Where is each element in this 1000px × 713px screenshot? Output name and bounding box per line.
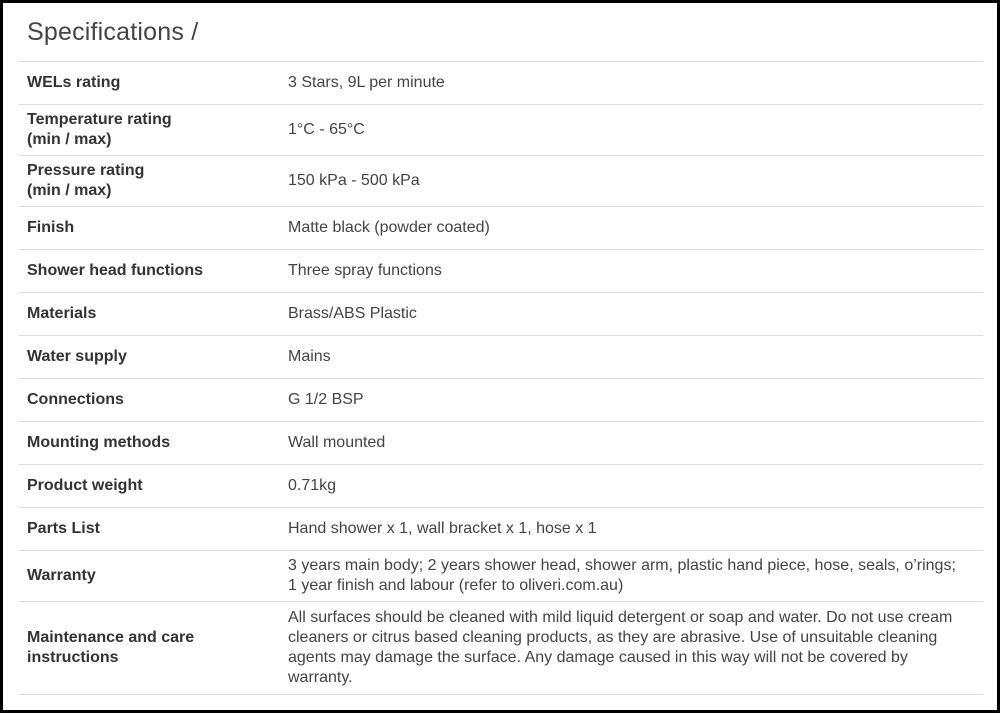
row-value: 3 Stars, 9L per minute [288,74,445,91]
row-value: Hand shower x 1, wall bracket x 1, hose x 1 [288,520,597,537]
table-row [19,250,983,293]
row-label: Finish [27,219,75,236]
row-value: Matte black (powder coated) [288,219,490,236]
table-row [19,379,983,422]
row-label: Mounting methods [27,434,171,451]
table-row [19,602,983,695]
table-row [19,508,983,551]
table-row [19,422,983,465]
row-label: Water supply [27,348,127,365]
specifications-table [19,61,983,695]
table-row [19,336,983,379]
row-value: 1°C - 65°C [288,121,365,138]
row-label: Connections [27,391,124,408]
table-row [19,62,983,105]
row-value: Three spray functions [288,262,442,279]
table-row [19,156,983,207]
row-label: Parts List [27,520,100,537]
row-value: 150 kPa - 500 kPa [288,172,420,189]
row-label: Product weight [27,477,143,494]
row-label: Maintenance and care instructions [27,629,195,666]
table-row [19,465,983,508]
row-label: WELs rating [27,74,121,91]
row-value: 0.71kg [288,477,337,494]
table-row [19,551,983,602]
row-value: Brass/ABS Plastic [288,305,417,322]
table-row [19,105,983,156]
row-value: 3 years main body; 2 years shower head, shower arm, plastic hand piece, hose, seals, o’rings; 1 year finish and labour (refer to oliveri.com.au) [288,557,956,594]
row-label: Temperature rating (min / max) [27,111,172,148]
table-row [19,207,983,250]
row-label: Shower head functions [27,262,204,279]
row-label: Pressure rating (min / max) [27,162,145,199]
row-value: Wall mounted [288,434,386,451]
row-value: G 1/2 BSP [288,391,364,408]
row-value: Mains [288,348,331,365]
page-title: Specifications / [27,18,199,46]
table-row [19,293,983,336]
row-value: All surfaces should be cleaned with mild liquid detergent or soap and water. Do not use cream cleaners or citrus based cleaning products, as they are abrasive. Use of unsuitable cleaning agents may damage the surface. Any damage caused in this way will not be covered by warranty. [288,609,953,686]
row-label: Warranty [27,567,96,584]
row-label: Materials [27,305,97,322]
